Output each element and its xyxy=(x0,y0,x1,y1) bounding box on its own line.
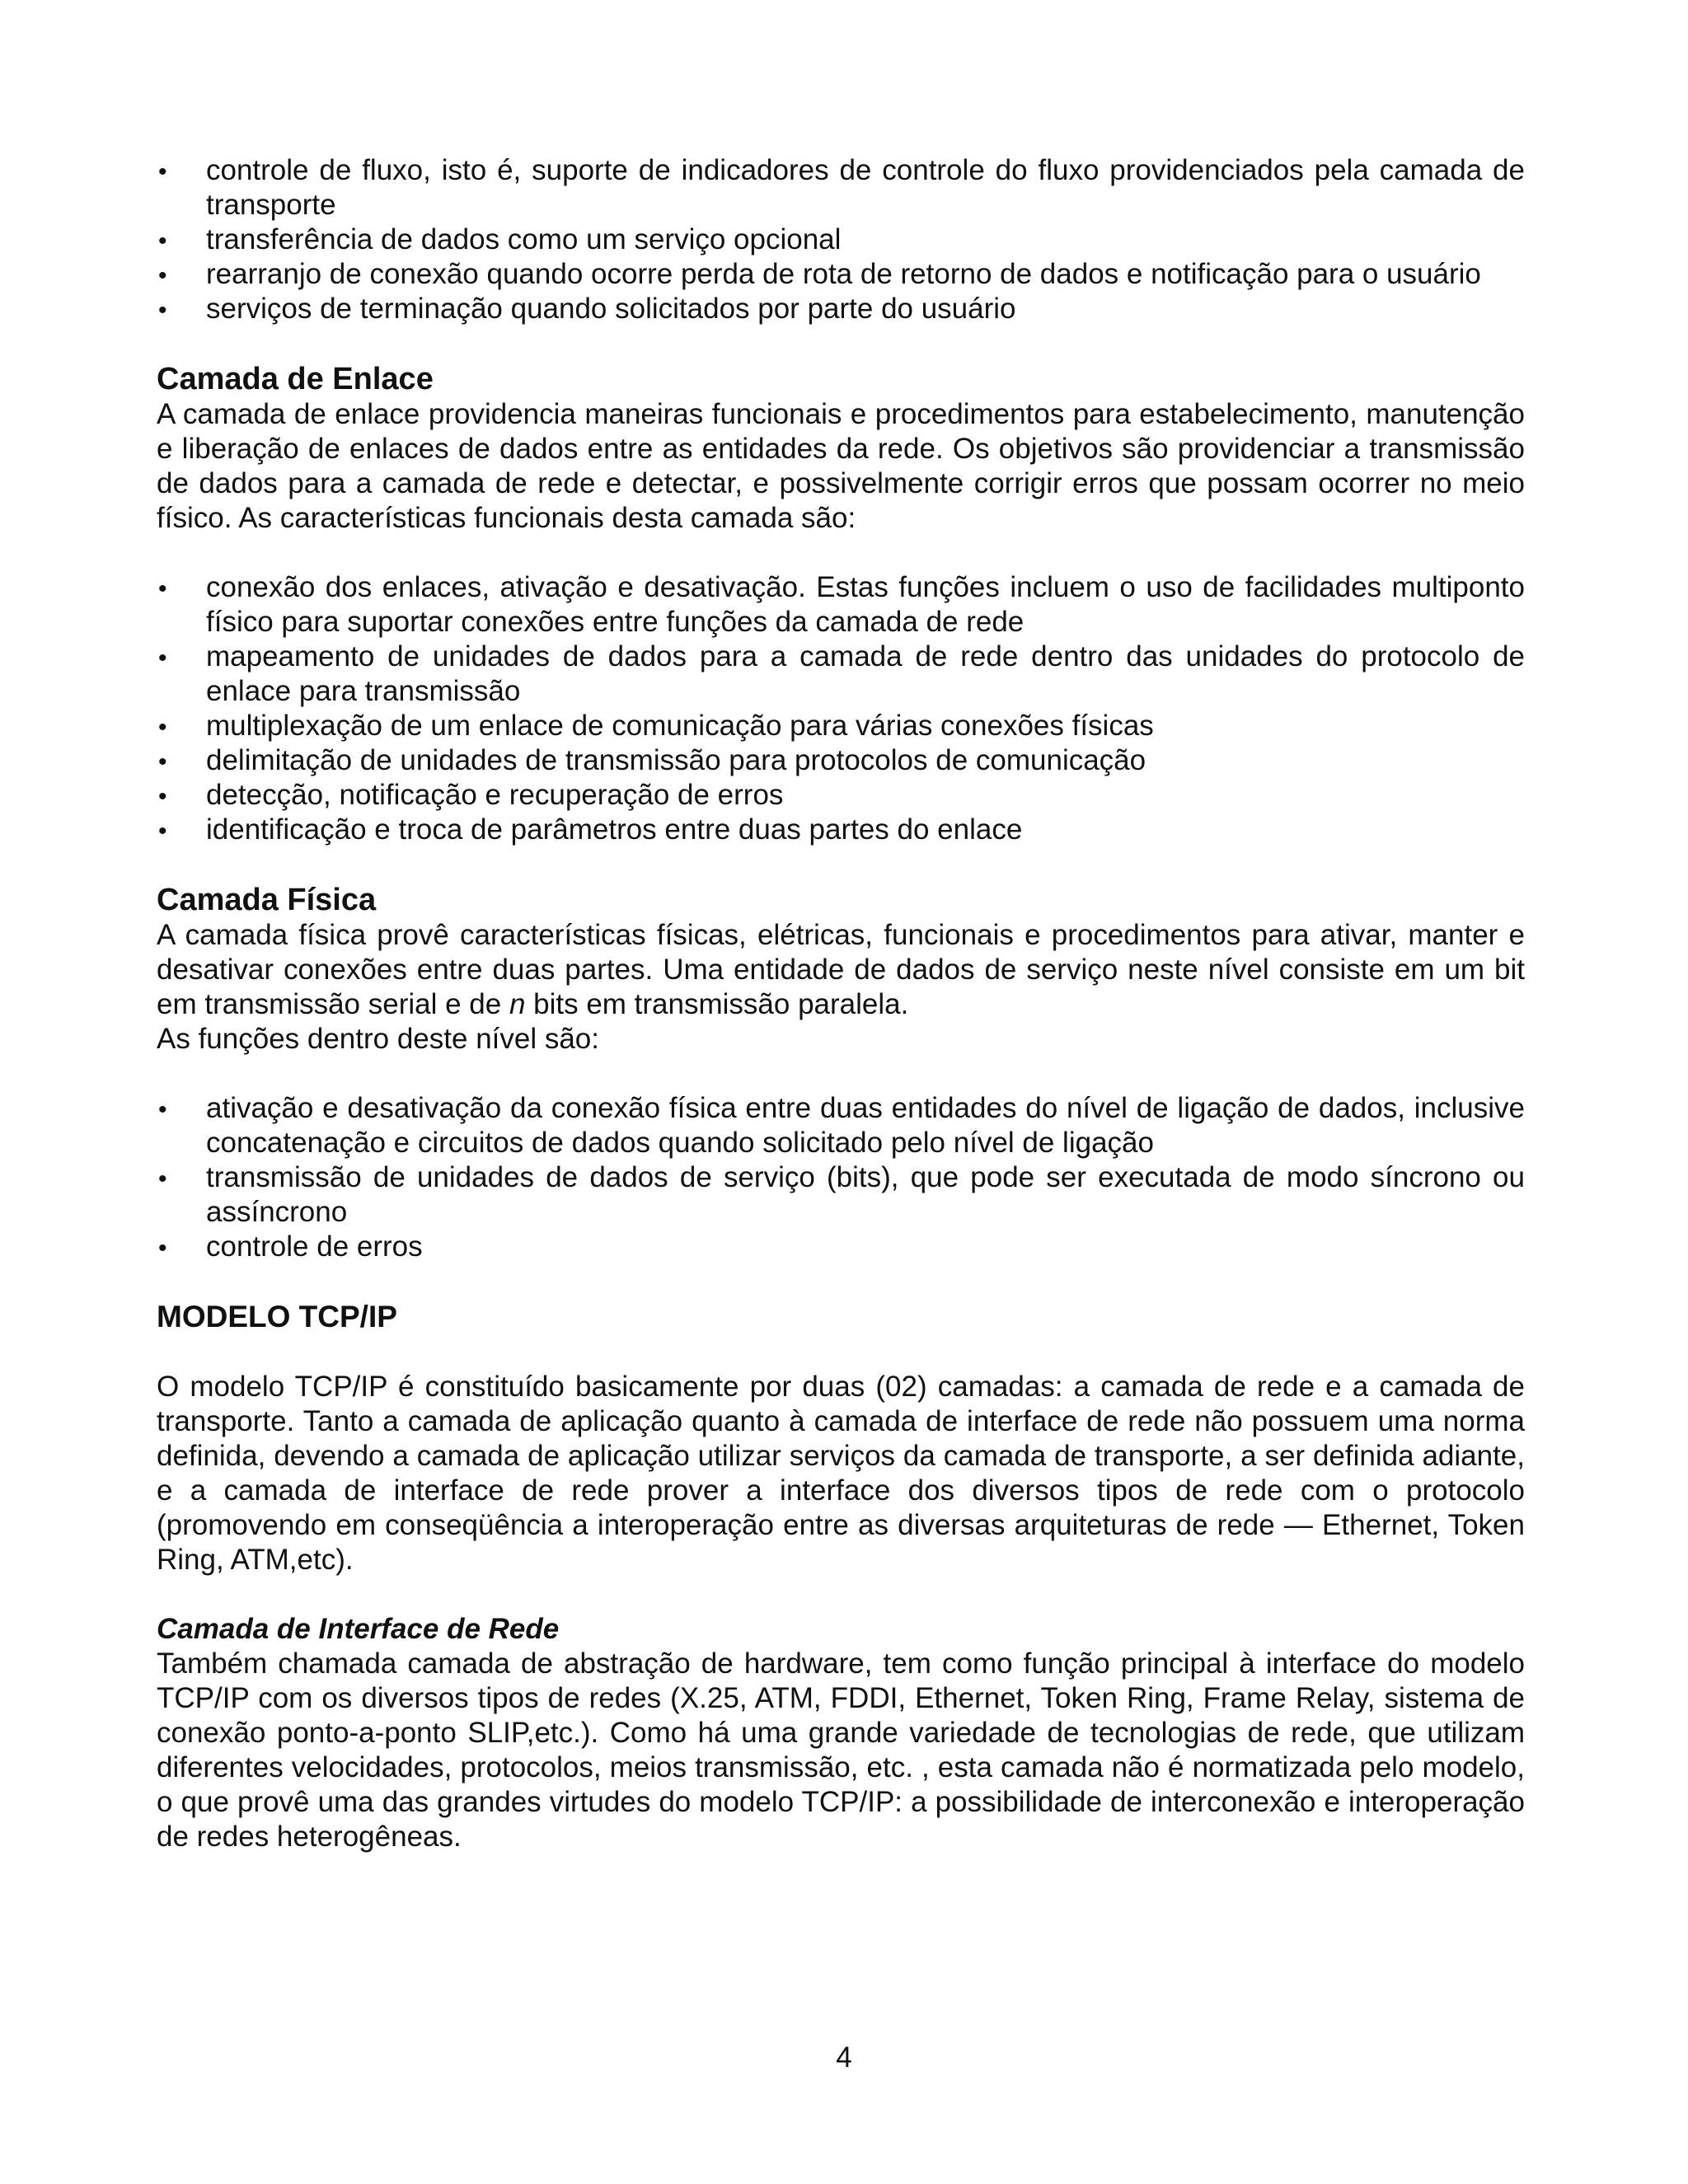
transport-bullet-list xyxy=(157,153,1525,326)
bullet-icon xyxy=(158,223,183,259)
list-item-text: multiplexação de um enlace de comunicação para várias conexões físicas xyxy=(206,710,1154,742)
list-item-text: rearranjo de conexão quando ocorre perda de rota de retorno de dados e notificação para o usuário xyxy=(206,258,1481,290)
paragraph-camada-enlace: A camada de enlace providencia maneiras funcionais e procedimentos para estabelecimento, manutenção e liberação de enlaces de dados entre as entidades da rede. Os objetivos são providenciar a transmissão de dados para a camada de rede e detectar, e possivelmente corrigir erros que possam ocorrer no meio físico. As características funcionais desta camada são: xyxy=(157,398,1525,534)
list-item xyxy=(157,709,1525,743)
list-item xyxy=(157,257,1525,292)
bullet-icon xyxy=(158,153,183,190)
list-item xyxy=(157,153,1525,223)
list-item xyxy=(157,292,1525,326)
spacer xyxy=(157,847,1525,882)
list-item-text: detecção, notificação e recuperação de erros xyxy=(206,779,784,811)
list-item-text: delimitação de unidades de transmissão para protocolos de comunicação xyxy=(206,744,1146,776)
document-page xyxy=(157,153,1525,1854)
list-item-text: conexão dos enlaces, ativação e desativação. Estas funções incluem o uso de facilidades multiponto físico para suportar conexões entre funções da camada de rede xyxy=(206,571,1525,638)
list-item-text: mapeamento de unidades de dados para a camada de rede dentro das unidades do protocolo de enlace para transmissão xyxy=(206,640,1525,707)
spacer xyxy=(157,326,1525,361)
list-item-text: transmissão de unidades de dados de serviço (bits), que pode ser executada de modo síncrono ou assíncrono xyxy=(206,1161,1525,1228)
list-item xyxy=(157,1230,1525,1264)
bullet-icon xyxy=(158,778,183,814)
spacer xyxy=(157,1577,1525,1612)
bullet-icon xyxy=(158,570,183,607)
heading-modelo-tcpip: MODELO TCP/IP xyxy=(157,1300,397,1333)
spacer xyxy=(157,1264,1525,1299)
paragraph-modelo-tcpip: O modelo TCP/IP é constituído basicamente por duas (02) camadas: a camada de rede e a camada de transporte. Tanto a camada de aplicação quanto à camada de interface de rede não possuem uma norma definida, devendo a camada de aplicação utilizar serviços da camada de transporte, a ser definida adiante, e a camada de interface de rede prover a interface dos diversos tipos de rede com o protocolo (promovendo em conseqüência a interoperação entre as diversas arquiteturas de rede — Ethernet, Token Ring, ATM,etc). xyxy=(157,1371,1525,1576)
paragraph-text: A camada física provê características físicas, elétricas, funcionais e procedimentos para ativar, manter e desativar conexões entre duas partes. Uma entidade de dados de serviço neste nível consiste em um bit em transmissão serial e de xyxy=(157,919,1525,1020)
bullet-icon xyxy=(158,292,183,328)
paragraph-italic-n: n xyxy=(509,988,526,1020)
list-item xyxy=(157,1091,1525,1160)
heading-camada-enlace: Camada de Enlace xyxy=(157,362,434,396)
page-number: 4 xyxy=(836,2041,852,2074)
heading-camada-fisica: Camada Física xyxy=(157,883,377,917)
paragraph-camada-interface-rede: Também chamada camada de abstração de hardware, tem como função principal à interface do modelo TCP/IP com os diversos tipos de redes (X.25, ATM, FDDI, Ethernet, Token Ring, Frame Relay, sistema de conexão ponto-a-ponto SLIP,etc.). Como há uma grande variedade de tecnologias de rede, que utilizam diferentes velocidades, protocolos, meios transmissão, etc. , esta camada não é normatizada pelo modelo, o que provê uma das grandes virtudes do modelo TCP/IP: a possibilidade de interconexão e interoperação de redes heterogêneas. xyxy=(157,1647,1525,1853)
spacer xyxy=(157,536,1525,570)
list-item xyxy=(157,223,1525,257)
bullet-icon xyxy=(158,257,183,293)
spacer xyxy=(157,1057,1525,1091)
list-item-text: serviços de terminação quando solicitados por parte do usuário xyxy=(206,293,1016,325)
list-item-text: controle de erros xyxy=(206,1230,423,1263)
heading-camada-interface-rede: Camada de Interface de Rede xyxy=(157,1613,560,1645)
spacer xyxy=(157,1335,1525,1370)
bullet-icon xyxy=(158,743,183,780)
bullet-icon xyxy=(158,813,183,849)
list-item xyxy=(157,1160,1525,1230)
list-item-text: transferência de dados como um serviço opcional xyxy=(206,223,842,255)
list-item xyxy=(157,743,1525,778)
list-item xyxy=(157,570,1525,640)
list-item xyxy=(157,778,1525,813)
list-item-text: ativação e desativação da conexão física entre duas entidades do nível de ligação de dados, inclusive concatenação e circuitos de dados quando solicitado pelo nível de ligação xyxy=(206,1092,1525,1159)
list-item xyxy=(157,640,1525,709)
bullet-icon xyxy=(158,640,183,676)
list-item-text: controle de fluxo, isto é, suporte de indicadores de controle do fluxo providenciados pela camada de transporte xyxy=(206,154,1525,221)
paragraph-funcoes-intro: As funções dentro deste nível são: xyxy=(157,1023,599,1055)
list-item-text: identificação e troca de parâmetros entre duas partes do enlace xyxy=(206,813,1023,846)
bullet-icon xyxy=(158,1091,183,1127)
bullet-icon xyxy=(158,1230,183,1266)
bullet-icon xyxy=(158,1160,183,1197)
bullet-icon xyxy=(158,709,183,745)
list-item xyxy=(157,813,1525,847)
fisica-bullet-list xyxy=(157,1091,1525,1264)
paragraph-text: bits em transmissão paralela. xyxy=(525,988,909,1020)
paragraph-camada-fisica xyxy=(157,918,1525,1022)
enlace-bullet-list xyxy=(157,570,1525,847)
